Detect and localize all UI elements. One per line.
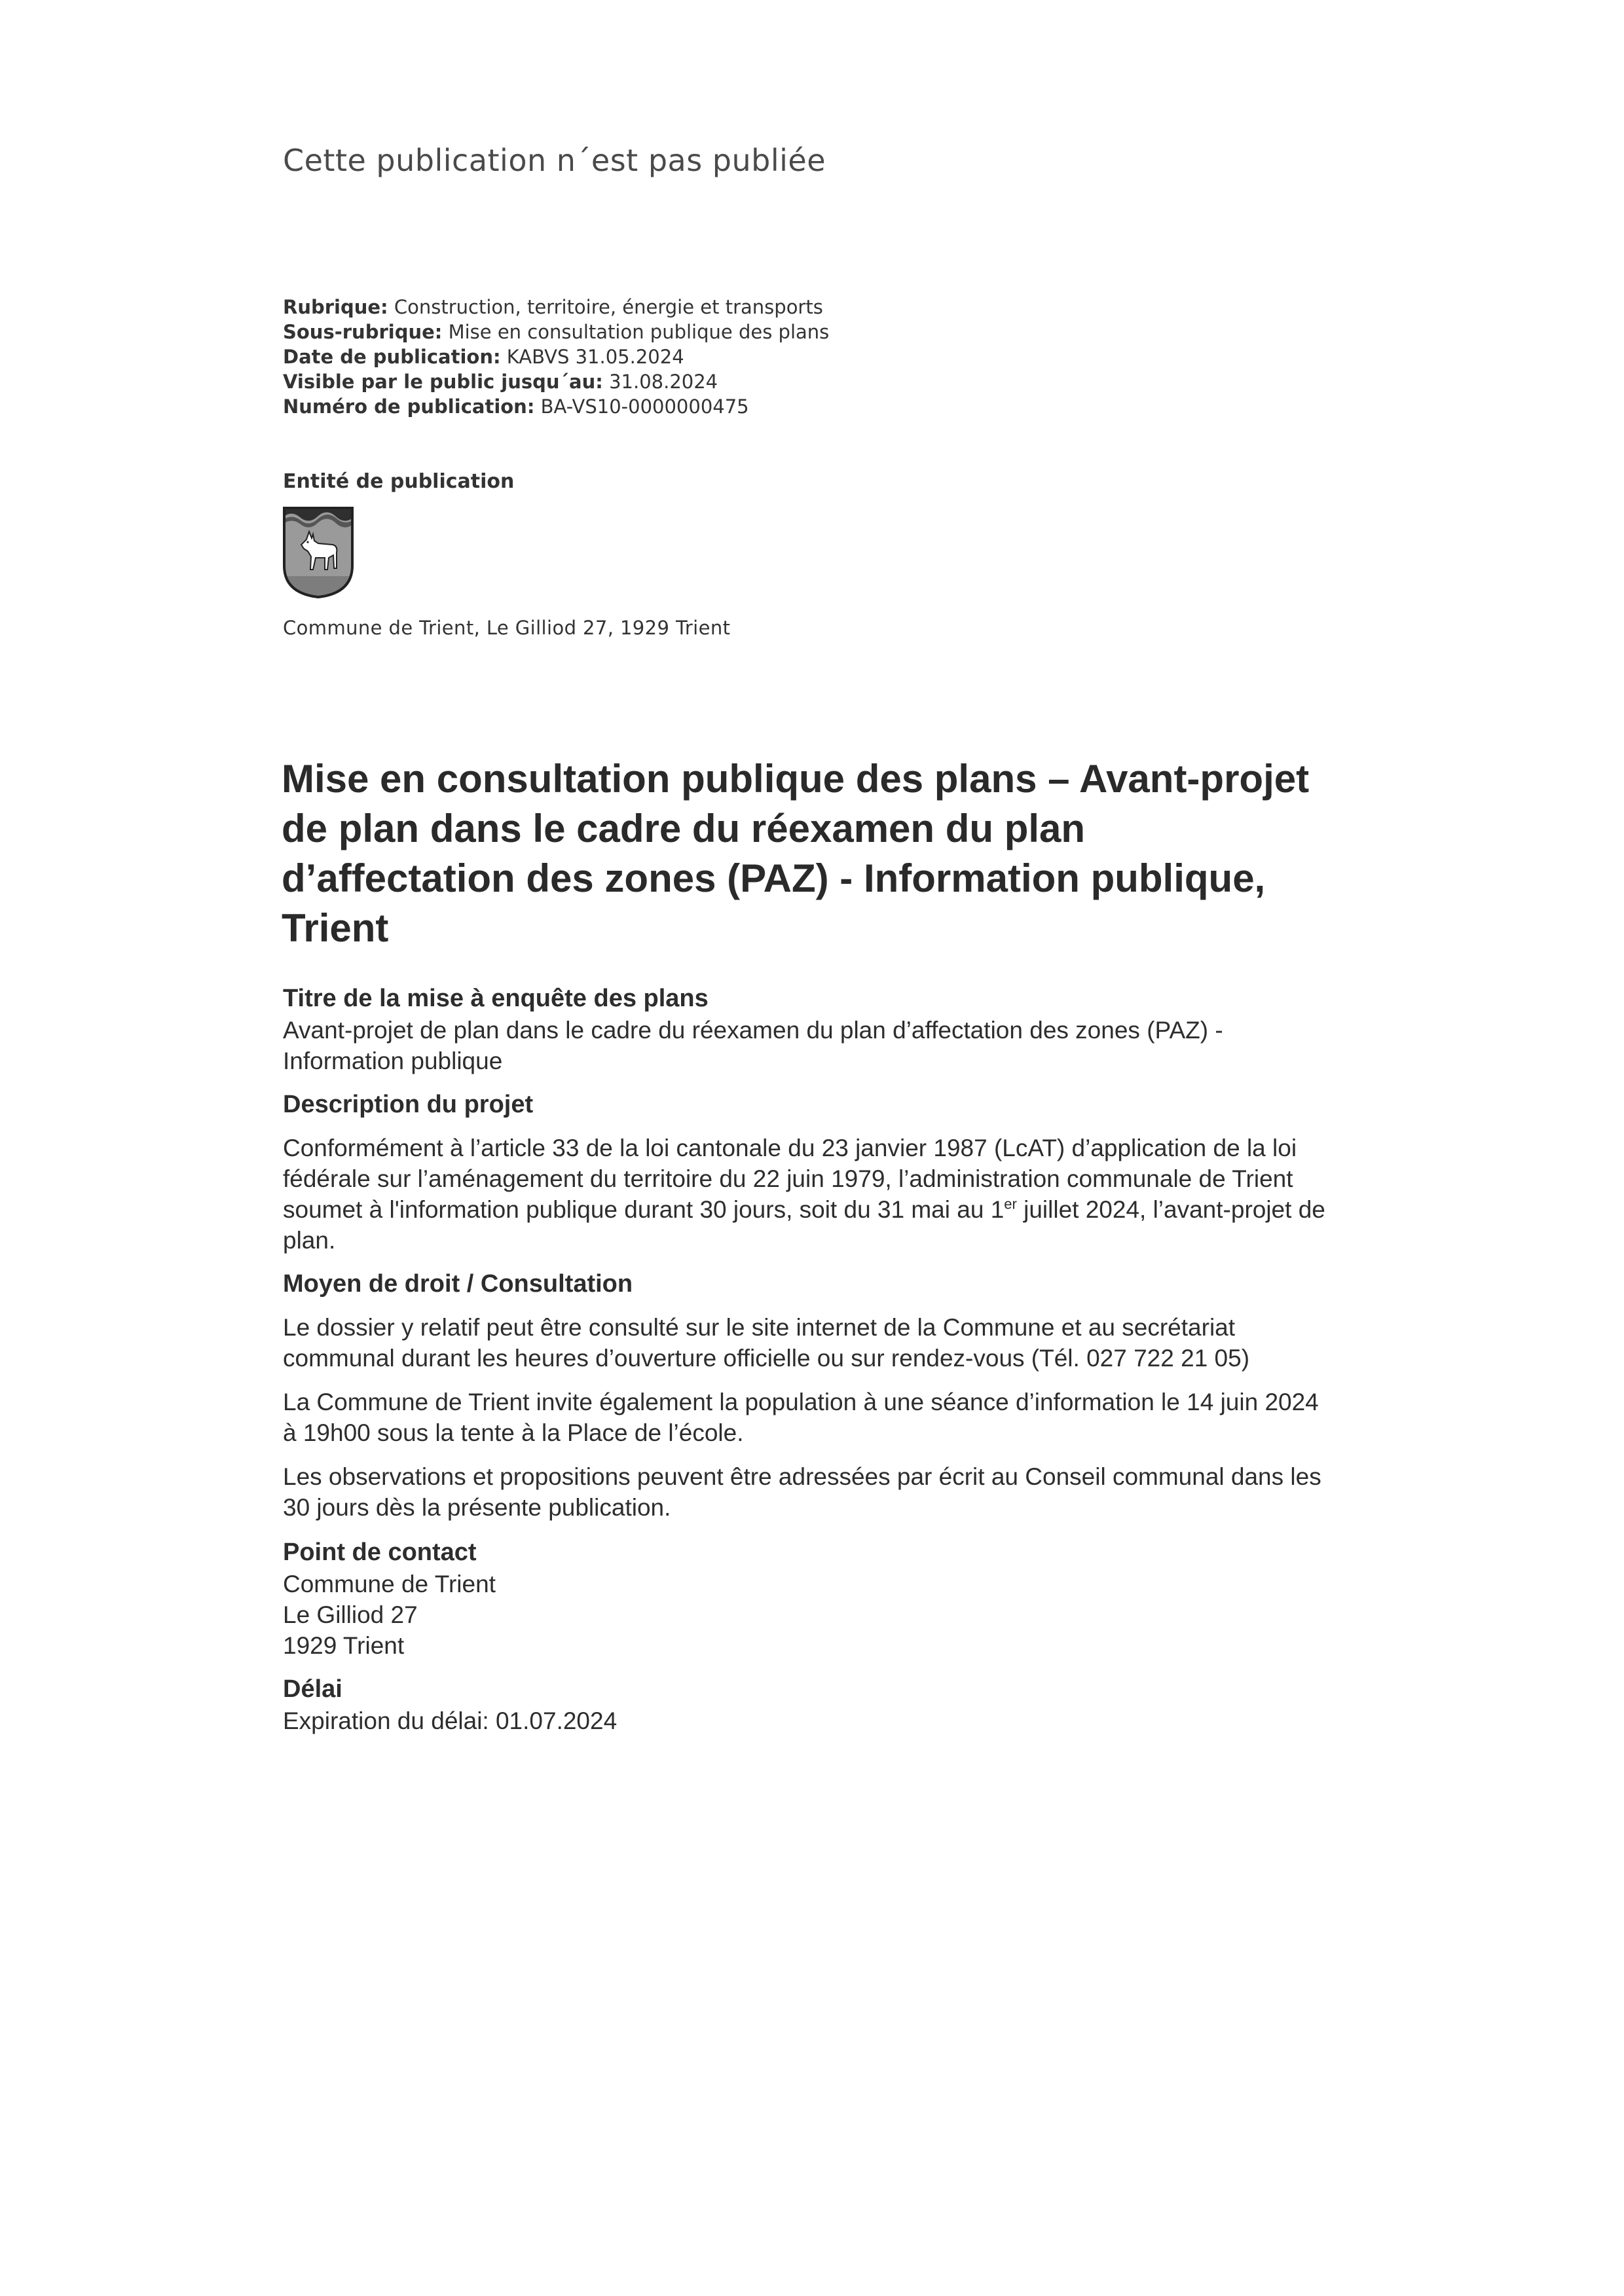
publication-body: [283, 982, 1331, 1736]
entity-label: Entité de publication: [283, 470, 515, 493]
section-heading: Moyen de droit / Consultation: [283, 1270, 633, 1298]
section-contact: [283, 1536, 1331, 1661]
section-heading: Délai: [283, 1675, 342, 1703]
meta-value: Mise en consultation publique des plans: [448, 321, 830, 343]
meta-label: Rubrique:: [283, 296, 388, 318]
meta-value: BA-VS10-0000000475: [540, 395, 749, 418]
section-description: [283, 1088, 1331, 1256]
section-moyen-de-droit: [283, 1267, 1331, 1523]
section-text: Avant-projet de plan dans le cadre du réexamen du plan d’affectation des zones (PAZ) - Information publique: [283, 1017, 1223, 1074]
publication-status: Cette publication n´est pas publiée: [283, 143, 826, 178]
contact-line: 1929 Trient: [283, 1632, 405, 1659]
contact-line: Le Gilliod 27: [283, 1601, 418, 1628]
metadata-block: [283, 295, 829, 419]
contact-line: Commune de Trient: [283, 1571, 496, 1597]
meta-label: Numéro de publication:: [283, 395, 535, 418]
entity-address: Commune de Trient, Le Gilliod 27, 1929 Trient: [283, 617, 731, 639]
section-paragraph: Les observations et propositions peuvent être adressées par écrit au Conseil communal dans les 30 jours dès la présente publication.: [283, 1463, 1321, 1521]
meta-label: Sous-rubrique:: [283, 321, 443, 343]
section-heading: Description du projet: [283, 1091, 534, 1118]
meta-date-publication: [283, 344, 829, 369]
meta-rubrique: [283, 295, 829, 319]
section-text: [283, 1133, 1331, 1256]
section-heading: Titre de la mise à enquête des plans: [283, 985, 709, 1012]
meta-label: Visible par le public jusqu´au:: [283, 371, 603, 393]
meta-sous-rubrique: [283, 319, 829, 344]
section-paragraph: Le dossier y relatif peut être consulté sur le site internet de la Commune et au secrétariat communal durant les heures d’ouverture officielle ou sur rendez-vous (Tél. 027 722 21 05): [283, 1314, 1250, 1372]
section-titre: [283, 982, 1331, 1076]
meta-visible-until: [283, 369, 829, 394]
description-text-part: Conformément à l’article 33 de la loi cantonale du 23 janvier 1987 (LcAT) d’application de la loi fédérale sur l’aménagement du territoire du 22 juin 1979, l’administration communale de Trient soumet à l'information publique durant 30 jours, soit du 31 mai au 1: [283, 1135, 1297, 1223]
description-text-part: juillet 2024, l’avant-projet de plan.: [283, 1196, 1325, 1254]
section-heading: Point de contact: [283, 1539, 477, 1566]
meta-value: Construction, territoire, énergie et transports: [394, 296, 823, 318]
coat-of-arms-icon: [282, 505, 355, 600]
meta-label: Date de publication:: [283, 346, 501, 368]
meta-numero-publication: [283, 394, 829, 419]
section-delai: [283, 1673, 1331, 1736]
deadline-text: Expiration du délai: 01.07.2024: [283, 1707, 618, 1734]
meta-value: 31.08.2024: [609, 371, 718, 393]
superscript: er: [1004, 1195, 1017, 1212]
meta-value: KABVS 31.05.2024: [506, 346, 684, 368]
section-paragraph: La Commune de Trient invite également la population à une séance d’information le 14 juin 2024 à 19h00 sous la tente à la Place de l’école.: [283, 1389, 1319, 1446]
page-title: Mise en consultation publique des plans – Avant-projet de plan dans le cadre du réexamen du plan d’affectation des zones (PAZ) - Information publique, Trient: [282, 757, 1310, 950]
